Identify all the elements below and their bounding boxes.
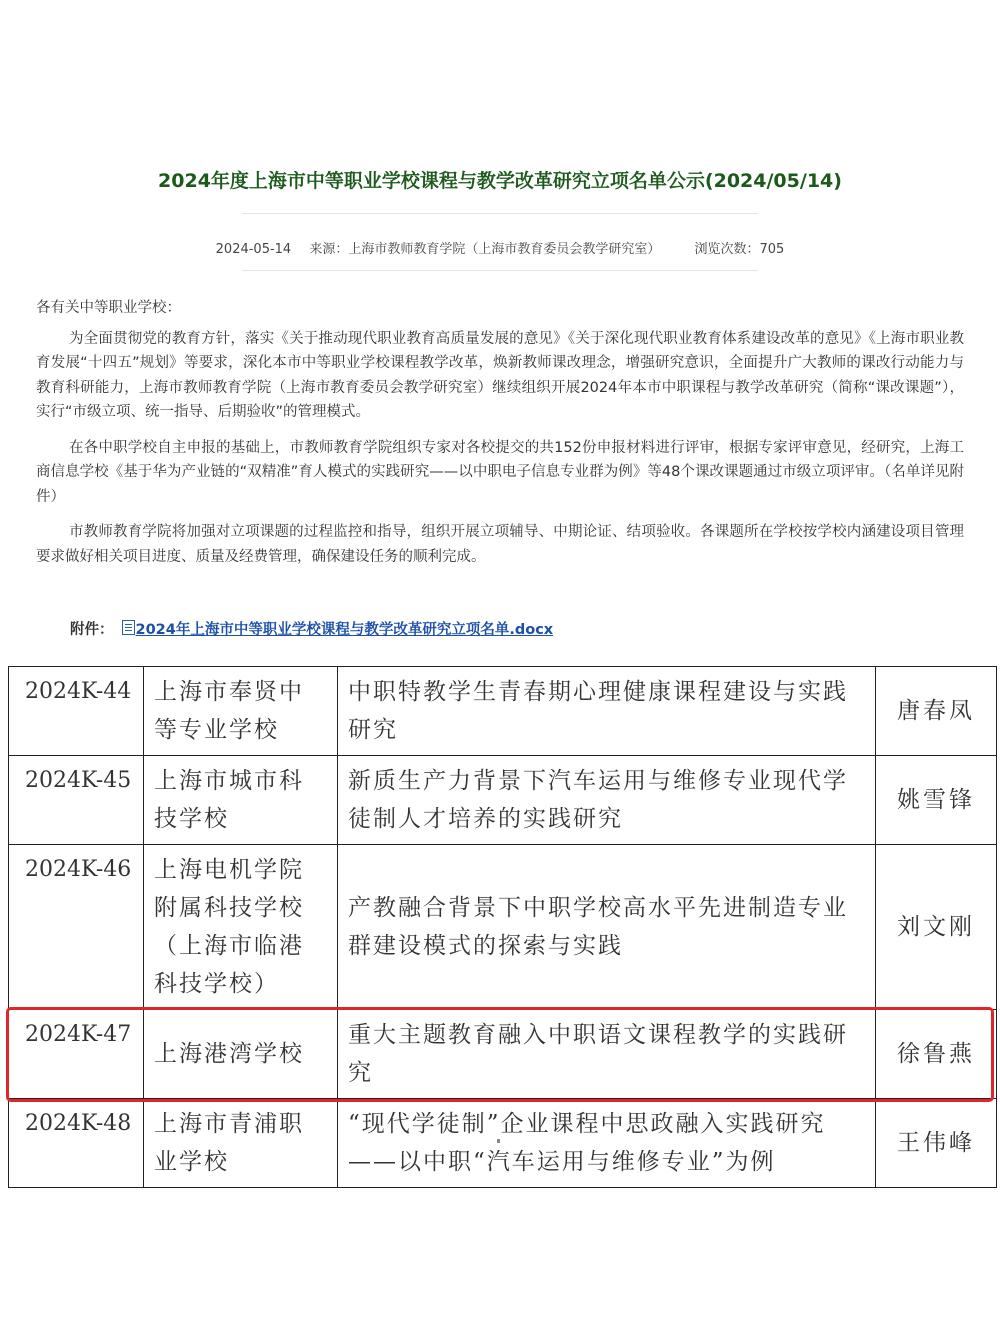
project-topic: 中职特教学生青春期心理健康课程建设与实践研究 <box>338 667 876 756</box>
source-text: 来源：上海市教师教育学院（上海市教育委员会教学研究室） <box>309 242 661 257</box>
project-code: 2024K-46 <box>9 845 144 1010</box>
table-row <box>9 845 997 1010</box>
project-leader: 刘文刚 <box>876 845 997 1010</box>
project-leader: 王伟峰 <box>876 1099 997 1188</box>
meta-divider <box>242 270 758 271</box>
project-code: 2024K-44 <box>9 667 144 756</box>
project-code: 2024K-47 <box>9 1010 144 1099</box>
project-table <box>8 666 997 1188</box>
attachment-line <box>70 618 553 639</box>
project-leader: 姚雪锋 <box>876 756 997 845</box>
table-row <box>9 1099 997 1188</box>
table-row <box>9 756 997 845</box>
project-code: 2024K-48 <box>9 1099 144 1188</box>
word-document-icon <box>122 620 135 635</box>
article-meta <box>0 238 1000 257</box>
school-name: 上海港湾学校 <box>144 1010 338 1099</box>
attachment-label: 附件： <box>70 622 114 638</box>
project-leader: 唐春凤 <box>876 667 997 756</box>
project-topic: 新质生产力背景下汽车运用与维修专业现代学徒制人才培养的实践研究 <box>338 756 876 845</box>
body-paragraph-3: 市教师教育学院将加强对立项课题的过程监控和指导，组织开展立项辅导、中期论证、结项验收。各课题所在学校按学校内涵建设项目管理要求做好相关项目进度、质量及经费管理，确保建设任务的顺利完成。 <box>36 524 964 565</box>
title-divider <box>242 213 758 214</box>
school-name: 上海市奉贤中等专业学校 <box>144 667 338 756</box>
attachment-link[interactable]: 2024年上海市中等职业学校课程与教学改革研究立项名单.docx <box>135 622 554 638</box>
view-count: 浏览次数：705 <box>694 242 785 257</box>
project-topic: “现代学徒制”企业课程中思政融入实践研究——以中职“汽车运用与维修专业”为例 <box>338 1099 876 1188</box>
project-code: 2024K-45 <box>9 756 144 845</box>
school-name: 上海市青浦职业学校 <box>144 1099 338 1188</box>
page-title: 2024年度上海市中等职业学校课程与教学改革研究立项名单公示(2024/05/14) <box>158 170 842 192</box>
scroll-mark <box>497 1139 500 1143</box>
body-paragraph-2: 在各中职学校自主申报的基础上，市教师教育学院组织专家对各校提交的共152份申报材料进行评审，根据专家评审意见，经研究，上海工商信息学校《基于华为产业链的“双精准”育人模式的实践研究——以中职电子信息专业群为例》等48个课改课题通过市级立项评审。（名单详见附件） <box>36 439 964 505</box>
project-table-screenshot <box>8 666 996 1188</box>
publish-date: 2024-05-14 <box>215 242 292 257</box>
table-row-highlighted <box>9 1010 997 1099</box>
project-topic: 重大主题教育融入中职语文课程教学的实践研究 <box>338 1010 876 1099</box>
project-leader: 徐鲁燕 <box>876 1010 997 1099</box>
school-name: 上海电机学院附属科技学校（上海市临港科技学校） <box>144 845 338 1010</box>
project-topic: 产教融合背景下中职学校高水平先进制造专业群建设模式的探索与实践 <box>338 845 876 1010</box>
school-name: 上海市城市科技学校 <box>144 756 338 845</box>
article-body <box>36 296 964 580</box>
table-row <box>9 667 997 756</box>
salutation: 各有关中等职业学校： <box>36 300 181 316</box>
body-paragraph-1: 为全面贯彻党的教育方针，落实《关于推动现代职业教育高质量发展的意见》《关于深化现代职业教育体系建设改革的意见》《上海市职业教育发展“十四五”规划》等要求，深化本市中等职业学校课程教学改革，焕新教师课改理念，增强研究意识，全面提升广大教师的课改行动能力与教育科研能力，上海市教师教育学院（上海市教育委员会教学研究室）继续组织开展2024年本市中职课程与教学改革研究（简称“课改课题”），实行“市级立项、统一指导、后期验收”的管理模式。 <box>36 330 964 420</box>
